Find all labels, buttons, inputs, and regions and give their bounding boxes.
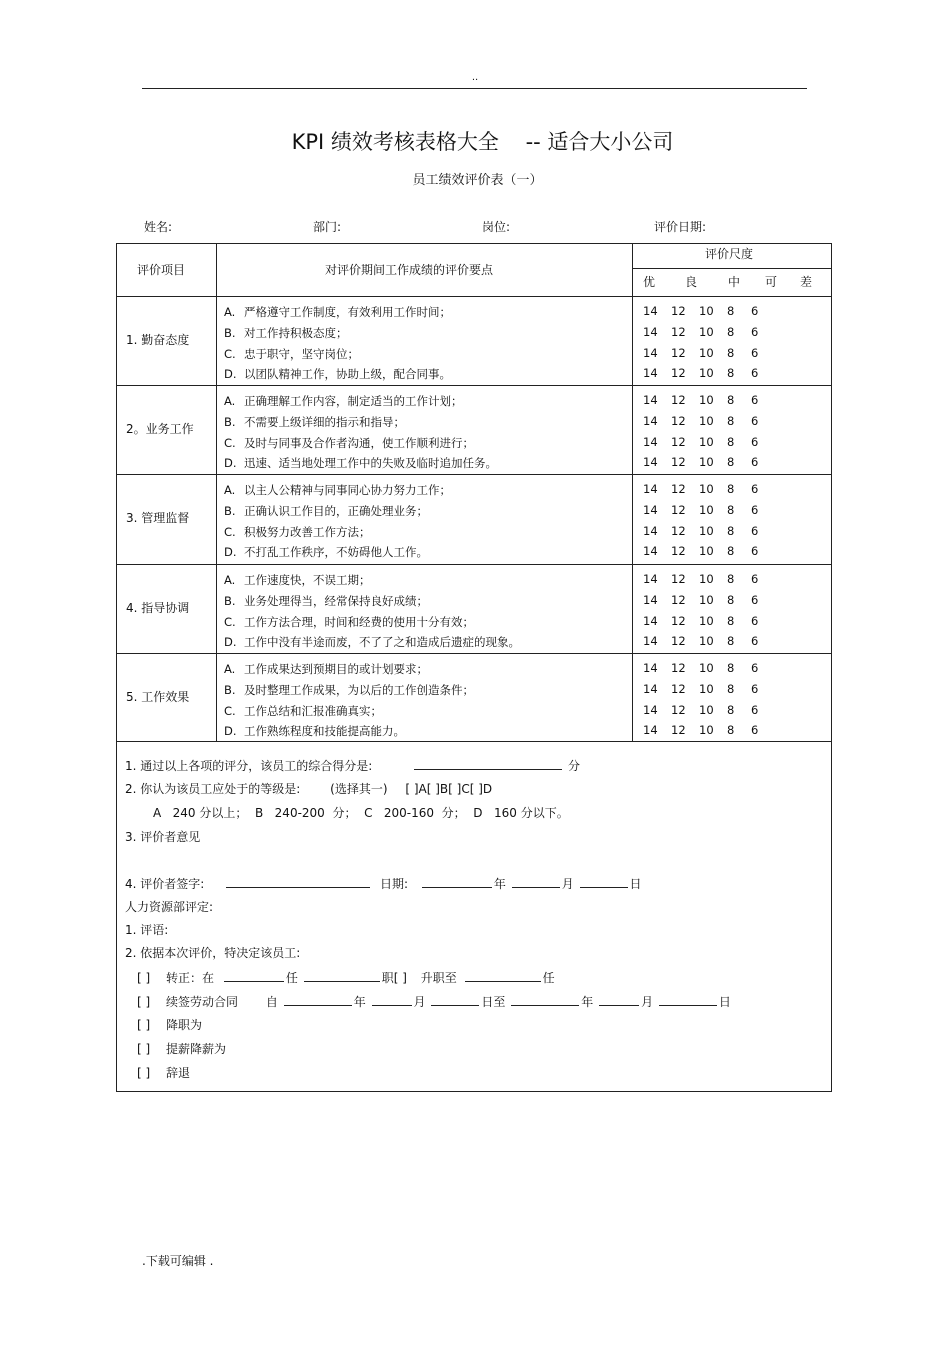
total-score-unit: 分: [567, 759, 580, 773]
score-option[interactable]: 12: [671, 435, 686, 449]
score-option[interactable]: 12: [671, 682, 686, 696]
criteria-letter: A.: [224, 662, 236, 676]
score-option[interactable]: 12: [671, 414, 686, 428]
score-option[interactable]: 12: [671, 482, 686, 496]
contract-to-day-blank[interactable]: [659, 992, 717, 1006]
grade-good: 良: [685, 275, 698, 289]
criteria-letter: D.: [224, 456, 237, 470]
score-option[interactable]: 12: [671, 393, 686, 407]
section-rule: [117, 653, 832, 654]
criteria-row: [224, 572, 371, 588]
score-option[interactable]: 14: [643, 455, 658, 469]
score-option[interactable]: 10: [699, 634, 714, 648]
grade-poor: 差: [800, 275, 813, 289]
contract-to-year-label: 年: [581, 995, 594, 1009]
score-option[interactable]: 6: [751, 614, 759, 628]
criteria-row: [224, 455, 497, 471]
criteria-row: [224, 414, 405, 430]
score-option[interactable]: 10: [699, 414, 714, 428]
promote-label: 升职至: [420, 971, 457, 985]
col-header-scale: 评价尺度: [705, 247, 754, 261]
criteria-letter: D.: [224, 367, 237, 381]
score-option[interactable]: 10: [699, 593, 714, 607]
score-option[interactable]: 12: [671, 661, 686, 675]
score-option[interactable]: 14: [643, 524, 658, 538]
score-option[interactable]: 14: [643, 661, 658, 675]
header-dots: ..: [471, 72, 479, 83]
score-option[interactable]: 8: [727, 455, 735, 469]
sign-date-label: 日期:: [379, 877, 409, 891]
col-header-criteria: 对评价期间工作成绩的评价要点: [325, 263, 494, 277]
date-field-label: 评价日期:: [654, 220, 707, 234]
section-label: 4. 指导协调: [126, 601, 190, 615]
regular-label: 转正：在: [166, 971, 215, 985]
contract-from-year-blank[interactable]: [284, 992, 352, 1006]
signature-label: 4. 评价者签字:: [125, 877, 205, 891]
criteria-text: 及时整理工作成果，为以后的工作创造条件；: [244, 683, 474, 697]
table-bottom-rule: [117, 741, 832, 742]
score-option[interactable]: 14: [643, 544, 658, 558]
criteria-text: 工作成果达到预期目的或计划要求；: [244, 662, 428, 676]
score-option[interactable]: 10: [699, 393, 714, 407]
score-option[interactable]: 8: [727, 435, 735, 449]
grade-line: [125, 780, 492, 797]
score-option[interactable]: 14: [643, 482, 658, 496]
contract-from-label: 自: [265, 995, 278, 1009]
score-option[interactable]: 8: [727, 503, 735, 517]
score-option[interactable]: 12: [671, 634, 686, 648]
score-option[interactable]: 14: [643, 703, 658, 717]
score-option[interactable]: 8: [727, 572, 735, 586]
score-option[interactable]: 6: [751, 634, 759, 648]
score-option[interactable]: 12: [671, 544, 686, 558]
evaluation-form: [116, 243, 832, 1092]
section-rule: [117, 385, 832, 386]
score-option[interactable]: 8: [727, 366, 735, 380]
score-option[interactable]: 6: [751, 682, 759, 696]
signature-blank[interactable]: [226, 874, 370, 888]
score-option[interactable]: 10: [699, 482, 714, 496]
criteria-text: 业务处理得当，经常保持良好成绩；: [244, 594, 428, 608]
hr-title: 人力资源部评定:: [125, 900, 214, 914]
criteria-text: 工作中没有半途而废，不了了之和造成后遗症的现象。: [244, 635, 520, 649]
regular-zhi-label: 职[ ]: [381, 971, 407, 985]
score-option[interactable]: 8: [727, 614, 735, 628]
criteria-text: 不需要上级详细的指示和指导；: [244, 415, 405, 429]
section-label: 5. 工作效果: [126, 690, 190, 704]
score-option[interactable]: 8: [727, 661, 735, 675]
score-option[interactable]: 14: [643, 593, 658, 607]
dept-field-label: 部门:: [313, 220, 342, 234]
score-option[interactable]: 14: [643, 304, 658, 318]
contract-to-day-label: 日: [718, 995, 731, 1009]
criteria-row: [224, 482, 451, 498]
score-option[interactable]: 6: [751, 524, 759, 538]
score-option[interactable]: 10: [699, 661, 714, 675]
score-option[interactable]: 6: [751, 703, 759, 717]
signature-line: [125, 874, 642, 892]
criteria-letter: C.: [224, 615, 236, 629]
score-option[interactable]: 10: [699, 723, 714, 737]
resign-label: 辞退: [166, 1066, 191, 1080]
criteria-letter: B.: [224, 415, 236, 429]
salary-label: 提薪降薪为: [166, 1042, 227, 1056]
criteria-row: [224, 634, 520, 650]
name-field-label: 姓名:: [144, 220, 173, 234]
score-option[interactable]: 12: [671, 614, 686, 628]
contract-checkbox[interactable]: [ ]: [137, 995, 151, 1009]
score-option[interactable]: 8: [727, 393, 735, 407]
score-option[interactable]: 10: [699, 572, 714, 586]
criteria-letter: D.: [224, 545, 237, 559]
criteria-text: 工作方法合理，时间和经费的使用十分有效；: [244, 615, 474, 629]
section-label: 3. 管理监督: [126, 511, 190, 525]
criteria-row: [224, 593, 428, 609]
score-option[interactable]: 8: [727, 593, 735, 607]
day-label: 日: [629, 877, 642, 891]
score-option[interactable]: 12: [671, 572, 686, 586]
regular-dept-blank[interactable]: [224, 968, 284, 982]
grade-checkboxes[interactable]: [ ]A[ ]B[ ]C[ ]D: [405, 782, 493, 796]
header-bottom-rule: [117, 296, 832, 297]
criteria-text: 工作总结和汇报准确真实；: [244, 704, 382, 718]
score-option[interactable]: 6: [751, 723, 759, 737]
criteria-text: 对工作持积极态度；: [244, 326, 348, 340]
criteria-letter: D.: [224, 635, 237, 649]
option-regular: [137, 968, 555, 986]
criteria-text: 工作速度快，不误工期；: [244, 573, 371, 587]
sign-year-blank[interactable]: [422, 874, 492, 888]
score-option[interactable]: 12: [671, 304, 686, 318]
hr-decision: 2. 依据本次评价，特决定该员工:: [125, 946, 301, 960]
promote-ren-label: 任: [542, 971, 555, 985]
criteria-row: [224, 682, 474, 698]
scale-header-rule: [632, 268, 832, 269]
score-option[interactable]: 14: [643, 393, 658, 407]
criteria-letter: A.: [224, 483, 236, 497]
score-option[interactable]: 6: [751, 366, 759, 380]
grade-excellent: 优: [643, 275, 656, 289]
salary-checkbox[interactable]: [ ]: [137, 1042, 151, 1056]
score-option[interactable]: 8: [727, 325, 735, 339]
month-label: 月: [561, 877, 574, 891]
grade-medium: 中: [728, 275, 741, 289]
option-demote: [137, 1016, 202, 1033]
page-footer: .下载可编辑 .: [142, 1254, 214, 1268]
score-option[interactable]: 10: [699, 503, 714, 517]
score-option[interactable]: 8: [727, 346, 735, 360]
criteria-letter: B.: [224, 683, 236, 697]
contract-from-day-blank[interactable]: [431, 992, 479, 1006]
contract-from-month-label: 月: [413, 995, 426, 1009]
year-label: 年: [493, 877, 506, 891]
score-option[interactable]: 14: [643, 346, 658, 360]
contract-to-month-blank[interactable]: [599, 992, 639, 1006]
score-option[interactable]: 14: [643, 325, 658, 339]
score-option[interactable]: 14: [643, 435, 658, 449]
score-option[interactable]: 14: [643, 614, 658, 628]
grade-choose-hint: (选择其一): [330, 782, 388, 796]
score-option[interactable]: 6: [751, 414, 759, 428]
criteria-row: [224, 393, 463, 409]
score-option[interactable]: 12: [671, 593, 686, 607]
score-option[interactable]: 8: [727, 482, 735, 496]
criteria-row: [224, 304, 451, 320]
grade-fair: 可: [765, 275, 778, 289]
score-option[interactable]: 6: [751, 661, 759, 675]
total-score-question: 1. 通过以上各项的评分，该员工的综合得分是:: [125, 759, 373, 773]
col-header-item: 评价项目: [137, 263, 186, 277]
criteria-row: [224, 366, 451, 382]
criteria-letter: C.: [224, 347, 236, 361]
criteria-text: 迅速、适当地处理工作中的失败及临时追加任务。: [244, 456, 497, 470]
criteria-row: [224, 661, 428, 677]
score-option[interactable]: 14: [643, 414, 658, 428]
score-option[interactable]: 8: [727, 524, 735, 538]
score-option[interactable]: 12: [671, 524, 686, 538]
criteria-row: [224, 614, 474, 630]
criteria-row: [224, 435, 474, 451]
header-rule: [142, 88, 807, 89]
criteria-text: 忠于职守，坚守岗位；: [244, 347, 359, 361]
score-option[interactable]: 6: [751, 435, 759, 449]
resign-checkbox[interactable]: [ ]: [137, 1066, 151, 1080]
sign-month-blank[interactable]: [512, 874, 560, 888]
score-option[interactable]: 14: [643, 503, 658, 517]
contract-to-year-blank[interactable]: [511, 992, 579, 1006]
criteria-text: 工作熟练程度和技能提高能力。: [244, 724, 405, 738]
sign-day-blank[interactable]: [580, 874, 628, 888]
score-option[interactable]: 10: [699, 703, 714, 717]
criteria-letter: C.: [224, 525, 236, 539]
regular-checkbox[interactable]: [ ]: [137, 971, 151, 985]
score-option[interactable]: 10: [699, 346, 714, 360]
score-option[interactable]: 14: [643, 634, 658, 648]
score-option[interactable]: 10: [699, 435, 714, 449]
score-option[interactable]: 10: [699, 614, 714, 628]
column-divider-item: [216, 244, 217, 742]
section-label: 2。业务工作: [126, 422, 194, 436]
score-option[interactable]: 6: [751, 503, 759, 517]
criteria-row: [224, 503, 428, 519]
contract-label: 续签劳动合同: [166, 995, 239, 1009]
grade-levels: A 240 分以上； B 240-200 分； C 200-160 分； D 160 分以下。: [153, 806, 569, 820]
criteria-letter: D.: [224, 724, 237, 738]
column-divider-scale: [632, 244, 633, 742]
total-score-blank[interactable]: [414, 756, 562, 770]
score-option[interactable]: 10: [699, 304, 714, 318]
score-option[interactable]: 8: [727, 723, 735, 737]
score-option[interactable]: 10: [699, 544, 714, 558]
criteria-text: 及时与同事及合作者沟通，使工作顺利进行；: [244, 436, 474, 450]
score-option[interactable]: 8: [727, 304, 735, 318]
criteria-letter: A.: [224, 573, 236, 587]
score-option[interactable]: 8: [727, 544, 735, 558]
section-label: 1. 勤奋态度: [126, 333, 190, 347]
score-option[interactable]: 12: [671, 346, 686, 360]
criteria-row: [224, 346, 359, 362]
criteria-row: [224, 723, 405, 739]
score-option[interactable]: 6: [751, 455, 759, 469]
score-option[interactable]: 6: [751, 346, 759, 360]
score-option[interactable]: 6: [751, 393, 759, 407]
score-option[interactable]: 6: [751, 482, 759, 496]
score-option[interactable]: 6: [751, 325, 759, 339]
score-option[interactable]: 10: [699, 524, 714, 538]
criteria-text: 积极努力改善工作方法；: [244, 525, 371, 539]
score-option[interactable]: 12: [671, 366, 686, 380]
criteria-text: 正确理解工作内容，制定适当的工作计划；: [244, 394, 463, 408]
criteria-letter: B.: [224, 504, 236, 518]
score-option[interactable]: 8: [727, 634, 735, 648]
criteria-text: 正确认识工作目的，正确处理业务；: [244, 504, 428, 518]
contract-from-year-label: 年: [353, 995, 366, 1009]
grade-question: 2. 你认为该员工应处于的等级是:: [125, 782, 301, 796]
score-option[interactable]: 6: [751, 572, 759, 586]
contract-from-month-blank[interactable]: [372, 992, 412, 1006]
score-option[interactable]: 6: [751, 304, 759, 318]
criteria-text: 不打乱工作秩序，不妨碍他人工作。: [244, 545, 428, 559]
score-option[interactable]: 12: [671, 325, 686, 339]
score-option[interactable]: 10: [699, 455, 714, 469]
total-score-line: [125, 756, 580, 774]
criteria-letter: A.: [224, 305, 236, 319]
score-option[interactable]: 8: [727, 703, 735, 717]
option-contract: [137, 992, 731, 1010]
score-option[interactable]: 12: [671, 455, 686, 469]
score-option[interactable]: 12: [671, 503, 686, 517]
criteria-row: [224, 524, 371, 540]
score-option[interactable]: 14: [643, 723, 658, 737]
score-option[interactable]: 14: [643, 366, 658, 380]
contract-to-month-label: 月: [641, 995, 654, 1009]
criteria-row: [224, 703, 382, 719]
criteria-text: 以团队精神工作，协助上级，配合同事。: [244, 367, 451, 381]
criteria-row: [224, 544, 428, 560]
score-option[interactable]: 6: [751, 593, 759, 607]
contract-to-label: 日至: [481, 995, 506, 1009]
criteria-letter: B.: [224, 594, 236, 608]
option-resign: [137, 1064, 190, 1081]
criteria-text: 以主人公精神与同事同心协力努力工作；: [244, 483, 451, 497]
section-rule: [117, 474, 832, 475]
option-salary: [137, 1040, 226, 1057]
criteria-letter: A.: [224, 394, 236, 408]
score-option[interactable]: 12: [671, 723, 686, 737]
score-option[interactable]: 14: [643, 682, 658, 696]
criteria-text: 严格遵守工作制度，有效利用工作时间；: [244, 305, 451, 319]
demote-checkbox[interactable]: [ ]: [137, 1018, 151, 1032]
criteria-row: [224, 325, 348, 341]
demote-label: 降职为: [166, 1018, 203, 1032]
score-option[interactable]: 10: [699, 366, 714, 380]
page-title: KPI 绩效考核表格大全 -- 适合大小公司: [291, 130, 674, 154]
criteria-letter: C.: [224, 436, 236, 450]
evaluator-opinion: 3. 评价者意见: [125, 830, 201, 844]
hr-comment: 1. 评语:: [125, 923, 169, 937]
score-option[interactable]: 10: [699, 682, 714, 696]
criteria-letter: C.: [224, 704, 236, 718]
score-option[interactable]: 10: [699, 325, 714, 339]
criteria-letter: B.: [224, 326, 236, 340]
regular-post-blank[interactable]: [304, 968, 380, 982]
promote-post-blank[interactable]: [465, 968, 541, 982]
score-option[interactable]: 14: [643, 572, 658, 586]
score-option[interactable]: 6: [751, 544, 759, 558]
form-subtitle: 员工绩效评价表（一）: [412, 173, 543, 188]
section-rule: [117, 564, 832, 565]
score-option[interactable]: 12: [671, 703, 686, 717]
regular-ren-label: 任: [285, 971, 298, 985]
score-option[interactable]: 8: [727, 682, 735, 696]
score-option[interactable]: 8: [727, 414, 735, 428]
position-field-label: 岗位:: [482, 220, 511, 234]
